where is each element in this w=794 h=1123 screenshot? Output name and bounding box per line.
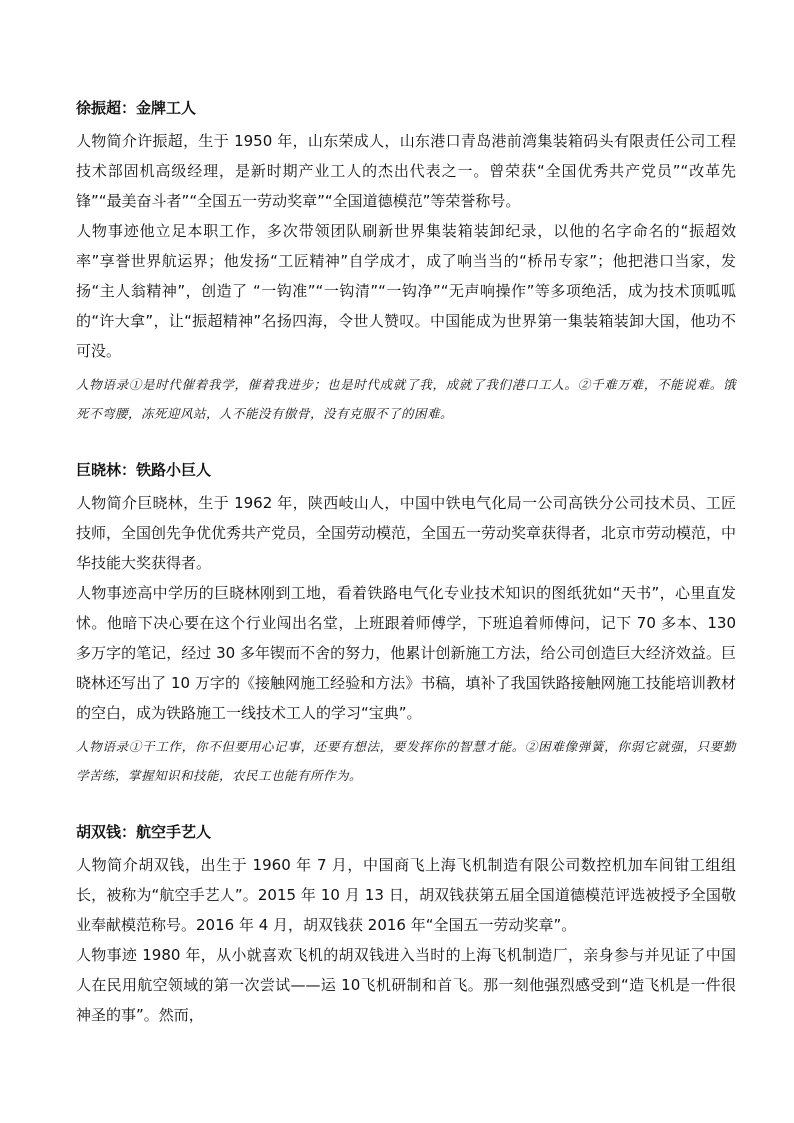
profile-paragraph: 人物简介许振超，生于 1950 年，山东荣成人，山东港口青岛港前湾集装箱码头有限责任公司工程技术部固机高级经理，是新时期产业工人的杰出代表之一。曾荣获“全国优秀共产党员”“改革先锋”“最美奋斗者”“全国五一劳动奖章”“全国道德模范”等荣誉称号。 bbox=[76, 132, 736, 210]
quotes-paragraph: 人物语录①干工作，你不但要用心记事，还要有想法，要发挥你的智慧才能。②困难像弹簧，你弱它就强，只要勤学苦练，掌握知识和技能，农民工也能有所作为。 bbox=[76, 739, 736, 783]
profile-paragraph: 人物简介胡双钱，出生于 1960 年 7 月，中国商飞上海飞机制造有限公司数控机加车间钳工组组长，被称为“航空手艺人”。2015 年 10 月 13 日，胡双钱获第五届全国道德模范评选被授予全国敬业奉献模范称号。2016 年 4 月，胡双钱获 2016 年“全国五一劳动奖章”。 bbox=[76, 856, 736, 934]
profile-paragraph: 人物简介巨晓林，生于 1962 年，陕西岐山人，中国中铁电气化局一公司高铁分公司技术员、工匠技师，全国创先争优优秀共产党员，全国劳动模范，全国五一劳动奖章获得者，北京市劳动模范，中华技能大奖获得者。 bbox=[76, 494, 737, 572]
deeds-paragraph: 人物事迹他立足本职工作，多次带领团队刷新世界集装箱装卸纪录，以他的名字命名的“振超效率”享誉世界航运界；他发扬“工匠精神”自学成才，成了响当当的“桥吊专家”；他把港口当家，发扬“主人翁精神”，创造了 “一钩准”“一钩清”“一钩净”“无声响操作”等多项绝活，成为技术顶呱呱的“许大拿”，让“振超精神”名扬四海，令世人赞叹。中国能成为世界第一集装箱装卸大国，他功不可没。 bbox=[76, 222, 736, 360]
document-body bbox=[76, 96, 736, 1030]
section-heading: 胡双钱：航空手艺人 bbox=[76, 823, 212, 841]
section-heading: 徐振超：金牌工人 bbox=[76, 99, 197, 117]
section-xu-zhenchao bbox=[76, 96, 736, 428]
deeds-paragraph: 人物事迹高中学历的巨晓林刚到工地，看着铁路电气化专业技术知识的图纸犹如“天书”，心里直发怵。他暗下决心要在这个行业闯出名堂，上班跟着师傅学，下班追着师傅问，记下 70 多本、130 多万字的笔记，经过 30 多年锲而不舍的努力，他累计创新施工方法，给公司创造巨大经济效益。巨晓林还写出了 10 万字的《接触网施工经验和方法》书稿，填补了我国铁路接触网施工技能培训教材的空白，成为铁路施工一线技术工人的学习“宝典”。 bbox=[76, 584, 736, 722]
section-ju-xiaolin bbox=[76, 458, 736, 790]
section-gap bbox=[76, 790, 736, 820]
deeds-paragraph: 人物事迹 1980 年，从小就喜欢飞机的胡双钱进入当时的上海飞机制造厂，亲身参与并见证了中国人在民用航空领域的第一次尝试——运 10飞机研制和首飞。那一刻他强烈感受到“造飞机是一件很神圣的事”。然而， bbox=[76, 946, 736, 1024]
section-gap bbox=[76, 428, 736, 458]
quotes-paragraph: 人物语录①是时代催着我学，催着我进步；也是时代成就了我，成就了我们港口工人。②千难万难，不能说难。饿死不弯腰，冻死迎风站，人不能没有傲骨，没有克服不了的困难。 bbox=[76, 377, 736, 421]
section-hu-shuangqian bbox=[76, 820, 736, 1030]
section-heading: 巨晓林：铁路小巨人 bbox=[76, 461, 212, 479]
